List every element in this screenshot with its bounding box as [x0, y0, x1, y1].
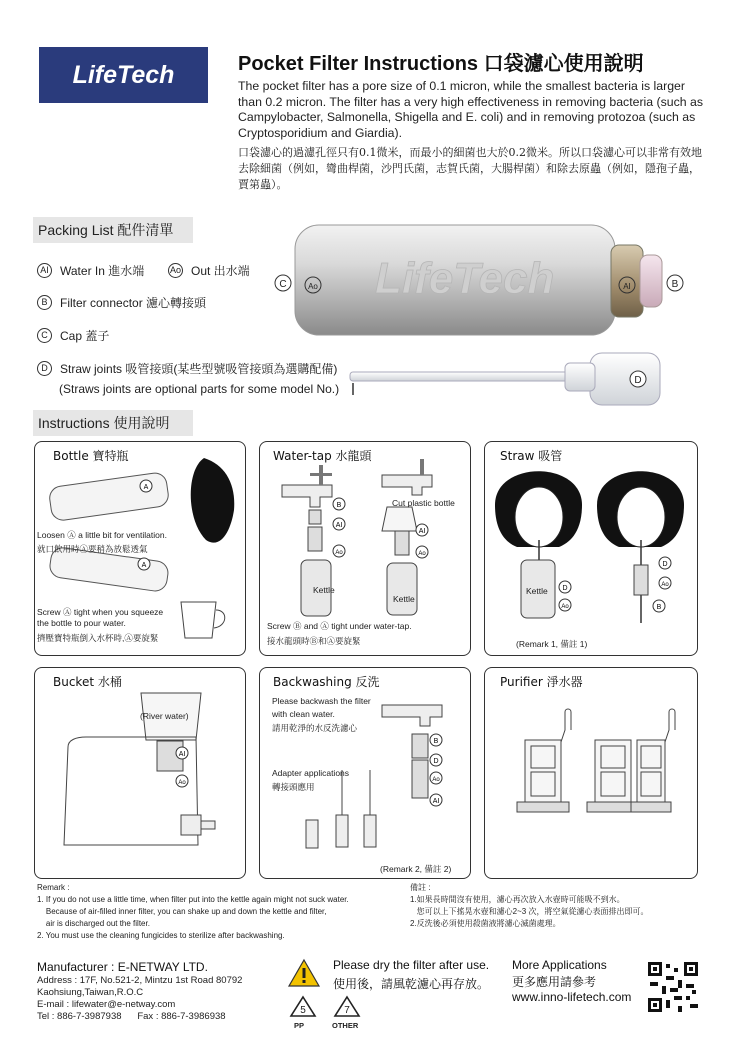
recycle-7-icon	[332, 994, 362, 1020]
tap-icon	[382, 705, 442, 726]
svg-text:Ao: Ao	[432, 777, 440, 783]
tap-cut-bottle-label: Cut plastic bottle	[392, 498, 455, 508]
remark-zh-3: 2.反洗後必須使用殺菌液將濾心滅菌處理。	[410, 919, 561, 928]
marker-c: C	[37, 328, 52, 343]
packing-item-water-out	[168, 262, 250, 279]
website-link[interactable]: www.inno-lifetech.com	[512, 990, 632, 1004]
adapter-3-icon	[364, 815, 376, 847]
page-title: Pocket Filter Instructions 口袋濾心使用說明	[238, 53, 644, 75]
remarks-zh-title: 備註 :	[410, 883, 431, 892]
address-line-1: Address : 17F, No.521-2, Mintzu 1st Road 80792	[37, 975, 243, 986]
recycle-5-label: PP	[294, 1021, 305, 1030]
panel-bottle-title: Bottle 寶特瓶	[53, 449, 129, 463]
packing-item-water-in	[37, 262, 144, 279]
straw-remark: (Remark 1, 備註 1)	[516, 639, 588, 649]
purifier-unit-3	[631, 709, 675, 812]
email: E-mail : lifewater@e-netway.com	[37, 999, 176, 1010]
recycle-5-icon	[288, 994, 318, 1020]
purifier-unit-1	[517, 709, 571, 812]
instructions-heading: Instructions 使用說明	[33, 410, 193, 436]
filter-connector-b	[640, 255, 662, 307]
remark-en-3: air is discharged out the filter.	[37, 919, 150, 928]
svg-text:B: B	[671, 279, 679, 290]
svg-text:Ao: Ao	[661, 582, 669, 588]
svg-text:D: D	[634, 375, 642, 386]
remark-en-4: 2. You must use the cleaning fungicides to sterilize after backwashing.	[37, 931, 285, 940]
company-logo: LifeTech	[39, 47, 208, 103]
svg-text:A: A	[143, 484, 149, 491]
packing-item-label: Straw joints 吸管接頭(某些型號吸管接頭為選購配備)	[60, 362, 338, 376]
intro-english: The pocket filter has a pore size of 0.1 micron, while the smallest bacteria is larger than 0.2 micron. The filter has a very high effectiveness in removing bacteria (such as Campylobacter, Salmonella, Shigella and E. coli) and in removing protozoa (such as Cryptosporidium and Giardia).	[238, 79, 704, 140]
remark-zh-1: 1.如果長時間沒有使用，濾心再次放入水壺時可能吸不到水。	[410, 895, 625, 904]
panel-backwash-title: Backwashing 反洗	[273, 675, 380, 689]
marker-b: B	[37, 295, 52, 310]
bottle-caption-1-en: Loosen Ⓐ a little bit for ventilation.	[37, 530, 167, 540]
backwash-caption-1: Please backwash the filter	[272, 696, 371, 706]
packing-list-heading: Packing List 配件清單	[33, 217, 193, 243]
bottle-caption-2-zh: 擠壓寶特瓶倒入水杯時,Ⓐ要旋緊	[37, 633, 159, 643]
backwash-caption-2: with clean water.	[272, 709, 335, 719]
backwash-caption-3: 請用乾淨的水反洗濾心	[272, 723, 358, 733]
purifier-unit-2	[587, 740, 639, 812]
recycle-7-label: OTHER	[332, 1021, 359, 1030]
adapter-caption-2: 轉接頭應用	[272, 782, 315, 792]
intro-chinese: 口袋濾心的過濾孔徑只有0.1微米，而最小的細菌也大於0.2微米。所以口袋濾心可以非常有效地去除細菌（例如，彎曲桿菌，沙門氏菌，志賀氏菌，大腸桿菌）和除去原蟲（例如，隱孢子蟲，賈第蟲）。	[238, 146, 702, 191]
packing-item-label: Out 出水端	[191, 264, 250, 278]
svg-text:AI: AI	[432, 798, 440, 805]
cup-icon	[181, 602, 216, 638]
panel-straw-title: Straw 吸管	[500, 449, 563, 463]
more-applications-zh: 更多應用請參考	[512, 975, 597, 989]
manufacturer: Manufacturer : E-NETWAY LTD.	[37, 960, 208, 974]
bucket-river-label: (River water)	[140, 711, 189, 721]
purifier-illustration	[487, 700, 693, 840]
tap-caption-en: Screw Ⓑ and Ⓐ tight under water-tap.	[267, 621, 412, 631]
svg-text:7: 7	[344, 1005, 350, 1016]
woman-hair-icon	[191, 458, 235, 543]
backwash-remark: (Remark 2, 備註 2)	[380, 864, 452, 874]
svg-text:D: D	[433, 758, 439, 765]
filter-end-cap	[611, 245, 643, 317]
address-line-2: Kaohsiung,Taiwan,R.O.C	[37, 987, 144, 998]
marker-ao: Ao	[168, 263, 183, 278]
bottle-caption-1-zh: 就口飲用時Ⓐ要稍為放鬆透氣	[37, 544, 148, 554]
panel-purifier-title: Purifier 淨水器	[500, 675, 583, 689]
tap-illustration	[262, 455, 466, 620]
svg-text:D: D	[662, 561, 668, 568]
svg-text:AI: AI	[623, 282, 631, 291]
tap-caption-zh: 接水龍頭時Ⓑ和Ⓐ要旋緊	[267, 636, 361, 646]
dry-notice-zh: 使用後，請風乾濾心再存放。	[333, 977, 490, 991]
tel-fax: Tel : 886-7-3987938 Fax : 886-7-3986938	[37, 1011, 226, 1022]
remark-zh-2: 您可以上下搖晃水壺和濾心2~3 次，將空氣從濾心表面排出即可。	[410, 907, 649, 916]
straw-kettle-label: Kettle	[526, 586, 548, 596]
svg-text:B: B	[656, 604, 662, 611]
filter-embossed-logo: LifeTech	[375, 254, 555, 303]
adapter-caption-1: Adapter applications	[272, 768, 350, 778]
packing-item-label: Filter connector 濾心轉接頭	[60, 296, 207, 310]
bottle-caption-2-en-2: the bottle to pour water.	[37, 618, 126, 628]
more-applications-en: More Applications	[512, 958, 607, 972]
marker-ai: AI	[37, 263, 52, 278]
qr-code-icon	[646, 960, 700, 1014]
straw-illustration	[487, 455, 693, 625]
packing-note: (Straws joints are optional parts for some model No.)	[59, 382, 340, 396]
remark-en-1: 1. If you do not use a little time, when filter put into the kettle again might not suck water.	[37, 895, 349, 904]
adapter-2-icon	[336, 815, 348, 847]
backwash-illustration	[262, 690, 466, 860]
svg-text:Ao: Ao	[178, 780, 186, 786]
tap-kettle-label-2: Kettle	[393, 594, 415, 604]
svg-text:D: D	[562, 585, 568, 592]
svg-text:C: C	[279, 279, 287, 290]
remark-en-2: Because of air-filled inner filter, you can shake up and down the kettle and filter,	[37, 907, 327, 916]
svg-text:5: 5	[300, 1005, 306, 1016]
panel-tap-title: Water-tap 水龍頭	[273, 449, 372, 463]
packing-item-cap	[37, 327, 109, 344]
svg-text:AI: AI	[335, 522, 343, 529]
svg-text:AI: AI	[418, 528, 426, 535]
bucket-illustration	[36, 685, 242, 873]
svg-text:AI: AI	[178, 751, 186, 758]
packing-item-label: Water In 進水端	[60, 264, 145, 278]
panel-bucket-title: Bucket 水桶	[53, 675, 122, 689]
warning-icon	[287, 958, 321, 988]
tap-icon	[282, 485, 332, 507]
remarks-en-title: Remark :	[37, 883, 70, 892]
svg-text:B: B	[433, 738, 439, 745]
marker-d: D	[37, 361, 52, 376]
packing-item-label: Cap 蓋子	[60, 329, 110, 343]
svg-text:A: A	[141, 562, 147, 569]
svg-text:Ao: Ao	[561, 604, 569, 610]
bucket-tap-icon	[181, 815, 201, 835]
svg-text:Ao: Ao	[335, 550, 343, 556]
straw-joint-d	[590, 353, 660, 405]
svg-text:Ao: Ao	[308, 282, 318, 291]
adapter-1-icon	[306, 820, 318, 848]
tap-kettle-label-1: Kettle	[313, 585, 335, 595]
dry-notice-en: Please dry the filter after use.	[333, 958, 490, 972]
svg-text:Ao: Ao	[418, 551, 426, 557]
svg-text:B: B	[336, 502, 342, 509]
bottle-caption-2-en: Screw Ⓐ tight when you squeeze	[37, 607, 164, 617]
packing-item-connector	[37, 294, 206, 311]
filter-illustration	[265, 215, 705, 415]
